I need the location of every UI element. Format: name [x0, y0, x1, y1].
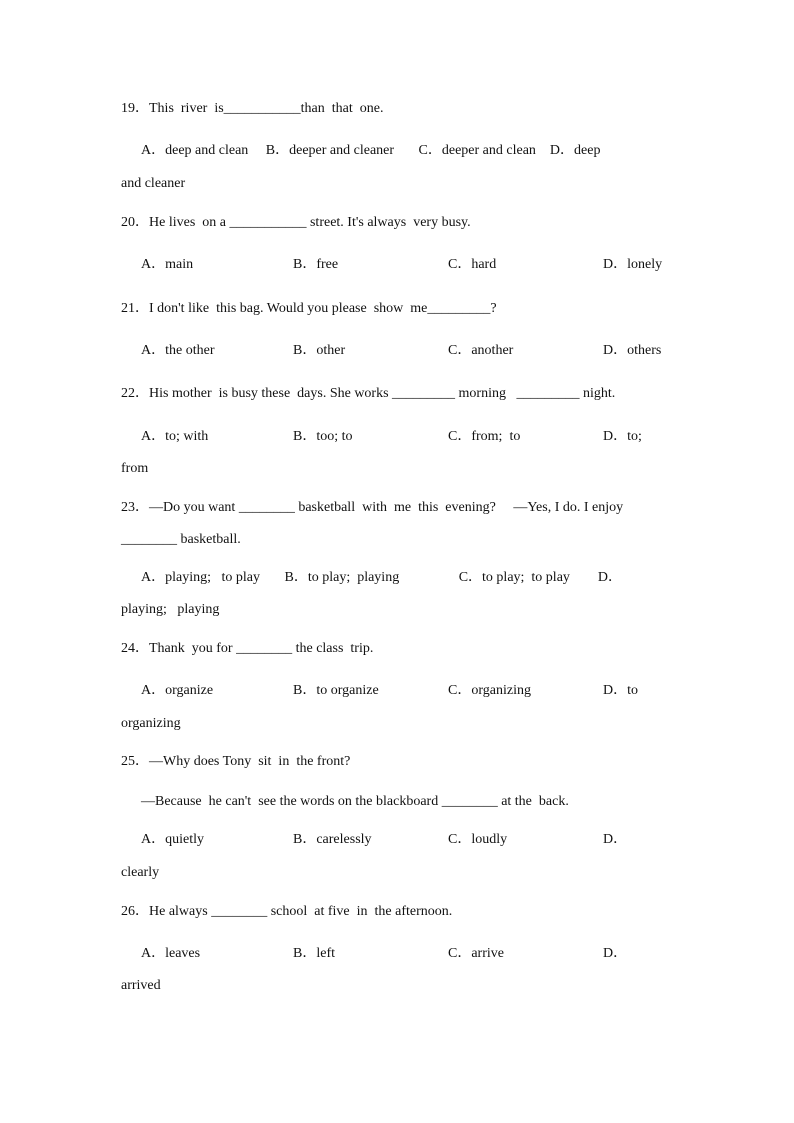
question-22-stem: 22．His mother is busy these days. She works _________ morning _________ night.	[121, 386, 616, 401]
question-20-option-d: D．lonely	[603, 257, 663, 272]
question-24-stem: 24．Thank you for ________ the class trip.	[121, 641, 374, 656]
question-25-option-c: C．loudly	[448, 832, 508, 847]
question-22-option-c: C．from; to	[448, 429, 521, 444]
question-23-options: A．playing; to play B．to play; playing C．to play; to play D．	[141, 570, 623, 585]
question-24-option-d: D．to	[603, 683, 638, 698]
question-23-options-cont: playing; playing	[121, 602, 220, 617]
question-26-option-c: C．arrive	[448, 946, 504, 961]
question-21-option-d: D．others	[603, 343, 662, 358]
question-26-options-cont: arrived	[121, 978, 161, 993]
question-22-option-a: A．to; with	[141, 429, 209, 444]
question-24-options-cont: organizing	[121, 716, 181, 731]
question-25-option-d: D．	[603, 832, 628, 847]
question-20-stem: 20．He lives on a ___________ street. It's always very busy.	[121, 215, 471, 230]
question-26-option-d: D．	[603, 946, 628, 961]
question-24-option-b: B．to organize	[293, 683, 379, 698]
question-24-option-c: C．organizing	[448, 683, 531, 698]
question-23-stem: 23．—Do you want ________ basketball with me this evening? —Yes, I do. I enjoy	[121, 500, 624, 515]
question-26-option-a: A．leaves	[141, 946, 201, 961]
question-19-stem: 19．This river is___________than that one.	[121, 101, 384, 116]
question-25-stem-cont: —Because he can't see the words on the blackboard ________ at the back.	[141, 794, 569, 809]
question-20-option-a: A．main	[141, 257, 194, 272]
question-25-stem: 25．—Why does Tony sit in the front?	[121, 754, 351, 769]
question-25-option-a: A．quietly	[141, 832, 204, 847]
question-26-stem: 26．He always ________ school at five in the afternoon.	[121, 904, 453, 919]
question-21-option-b: B．other	[293, 343, 346, 358]
question-19-options: A．deep and clean B．deeper and cleaner C．deeper and clean D．deep	[141, 143, 601, 158]
question-25-option-b: B．carelessly	[293, 832, 372, 847]
question-22-options-cont: from	[121, 461, 149, 476]
question-23-stem-cont: ________ basketball.	[121, 532, 241, 547]
question-19-options-cont: and cleaner	[121, 176, 186, 191]
question-21-option-c: C．another	[448, 343, 514, 358]
question-25-options-cont: clearly	[121, 865, 160, 880]
question-20-option-b: B．free	[293, 257, 339, 272]
question-24-option-a: A．organize	[141, 683, 214, 698]
question-21-stem: 21．I don't like this bag. Would you please show me_________?	[121, 301, 497, 316]
question-26-option-b: B．left	[293, 946, 335, 961]
question-22-option-d: D．to;	[603, 429, 642, 444]
question-20-option-c: C．hard	[448, 257, 497, 272]
question-22-option-b: B．too; to	[293, 429, 353, 444]
question-21-option-a: A．the other	[141, 343, 215, 358]
